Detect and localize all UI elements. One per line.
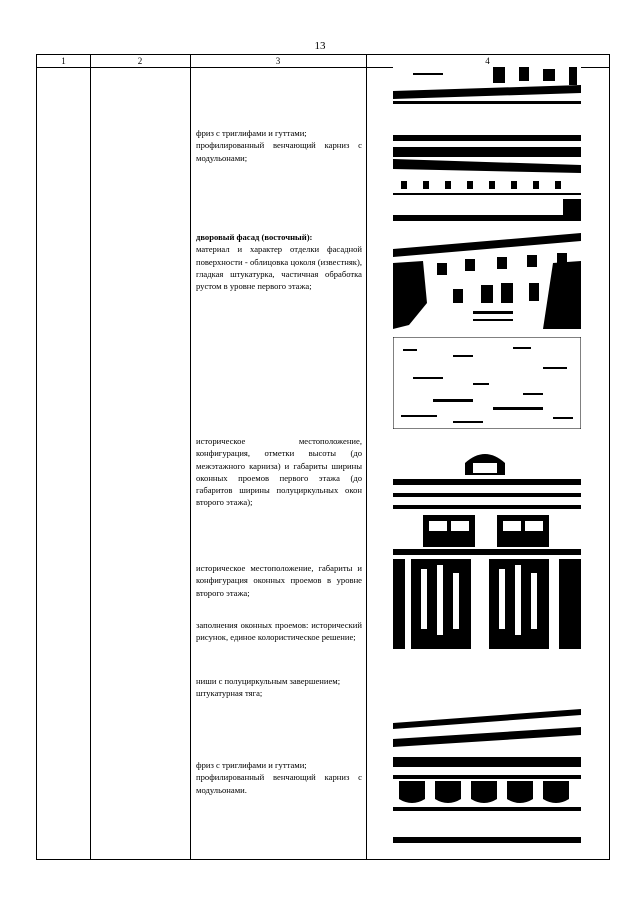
photo-second-floor-windows (393, 549, 581, 649)
text-line: заполнения оконных проемов: исторический рисунок, единое колористическое решение; (196, 620, 362, 643)
photo-courtyard-facade (393, 233, 581, 333)
page-number: 13 (314, 40, 326, 52)
text-line: профилированный венчающий карниз с модульонами. (196, 772, 362, 795)
text-block-frieze-1 (196, 127, 362, 164)
photo-cornice-modillions (393, 129, 581, 227)
text-line: историческое местоположение, габариты и конфигурация оконных проемов в уровне второго этажа; (196, 563, 362, 598)
photo-frieze-cornice-2 (393, 691, 581, 847)
photo-frieze-triglyphs (393, 67, 581, 109)
text-block-first-floor-windows (196, 435, 362, 509)
column-header-4: 4 (485, 56, 490, 66)
text-block-frieze-2 (196, 759, 362, 796)
text-line: фриз с триглифами и гуттами; (196, 760, 307, 770)
text-line: штукатурная тяга; (196, 688, 263, 699)
column-header-2: 2 (137, 56, 143, 66)
text-line: профилированный венчающий карниз с модульонами; (196, 140, 362, 163)
heritage-table (36, 54, 610, 860)
text-line: фриз с триглифами и гуттами; (196, 128, 307, 138)
photo-first-floor-windows (393, 441, 581, 547)
section-heading: дворовый фасад (восточный): (196, 232, 313, 242)
column-header-3: 3 (275, 56, 281, 66)
text-block-window-fillings (196, 619, 362, 644)
text-block-second-floor-windows (196, 562, 362, 599)
text-line: историческое местоположение, конфигурация, отметки высоты (до межэтажного карниза) и габариты ширины оконных проемов первого этажа (до габаритов ширины полуциркульных окон второго этажа); (196, 436, 362, 508)
text-line: материал и характер отделки фасадной поверхности - облицовка цоколя (известняк), гладкая штукатурка, частичная обработка рустом в уровне первого этажа; (196, 244, 362, 292)
column-header-1: 1 (61, 56, 66, 66)
photo-plaster-texture (393, 337, 581, 429)
text-block-niches (196, 675, 362, 700)
text-block-courtyard-facade (196, 231, 362, 292)
text-line: ниши с полуциркульным завершением; (196, 676, 341, 686)
